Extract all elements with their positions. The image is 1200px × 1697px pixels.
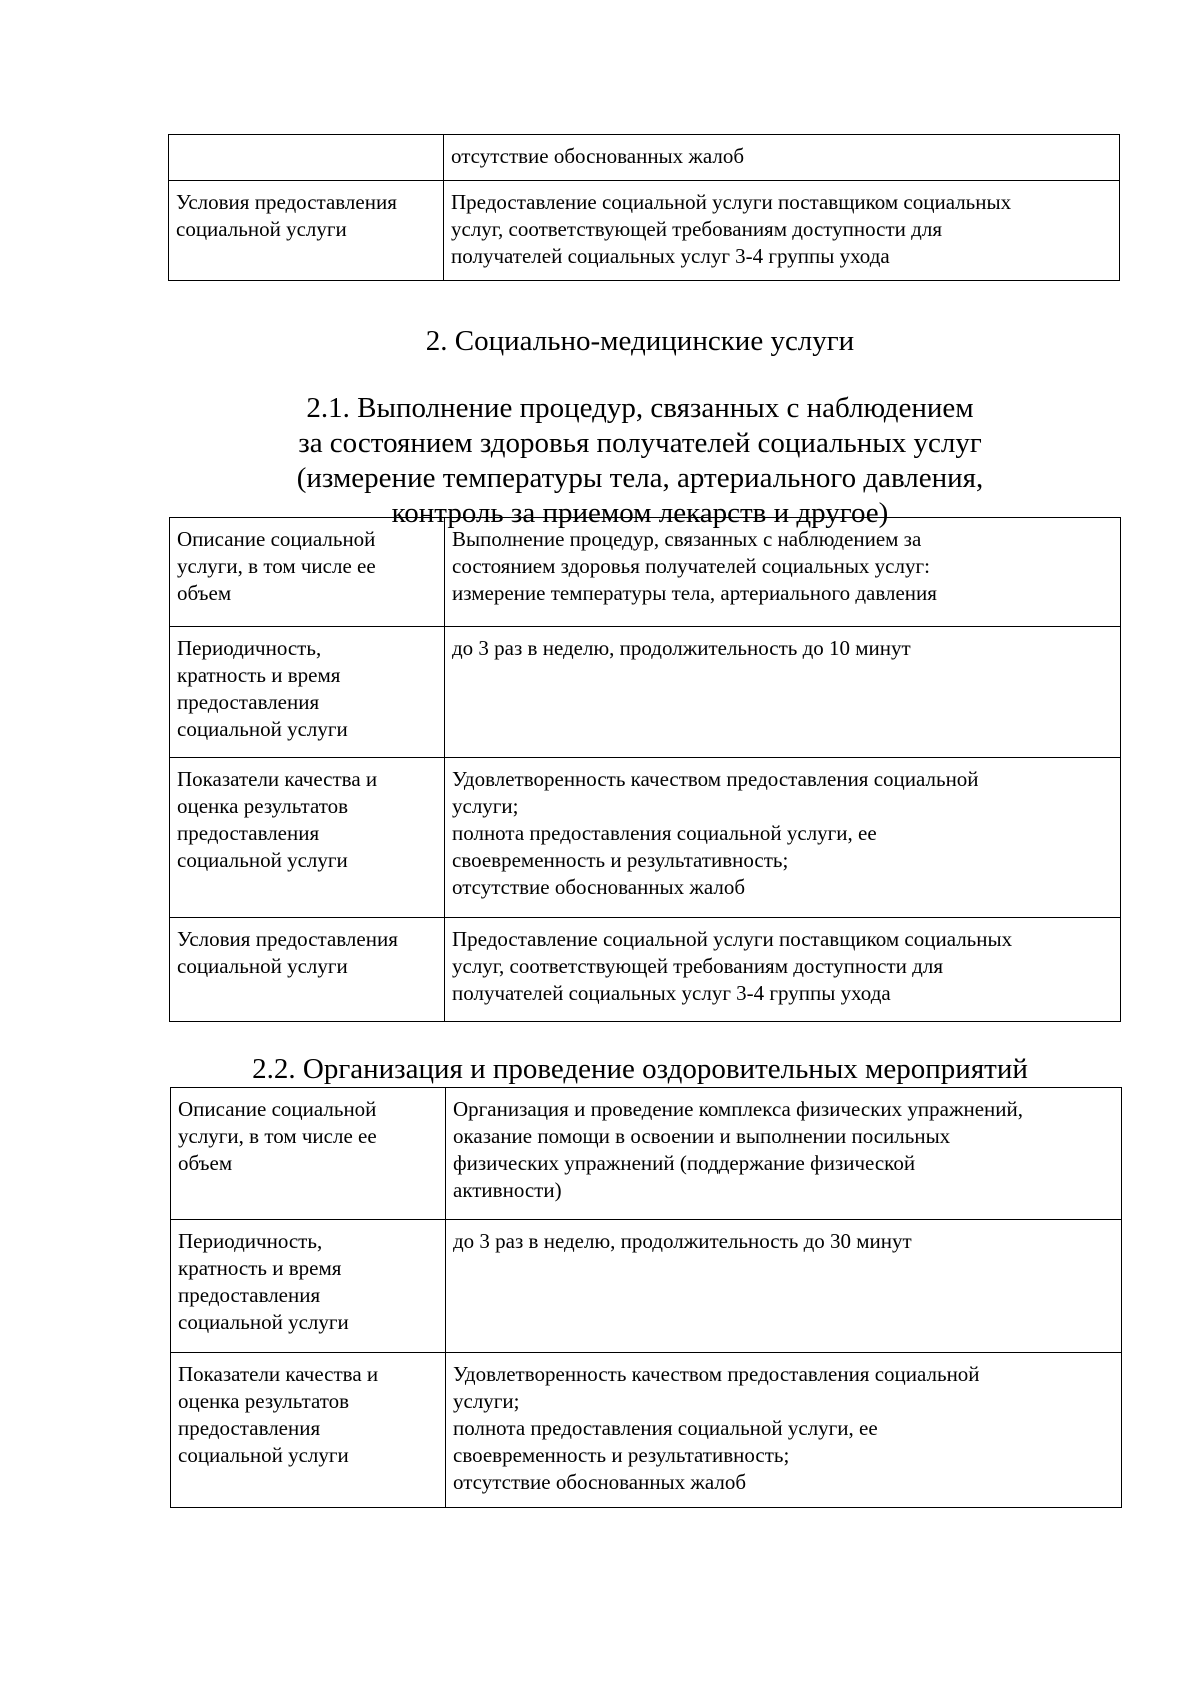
row-label: Периодичность, кратность и время предоставления социальной услуги bbox=[170, 627, 445, 758]
table-row bbox=[170, 758, 1121, 918]
row-label bbox=[169, 135, 444, 181]
row-label: Условия предоставления социальной услуги bbox=[170, 918, 445, 1022]
service-table-continued bbox=[168, 134, 1120, 281]
row-label: Показатели качества и оценка результатов предоставления социальной услуги bbox=[171, 1353, 446, 1508]
row-label: Описание социальной услуги, в том числе ее объем bbox=[171, 1088, 446, 1220]
subsection-title-2-1: 2.1. Выполнение процедур, связанных с наблюдением за состоянием здоровья получателей социальных услуг (измерение температуры тела, артериального давления, контроль за приемом лекарств и другое) bbox=[296, 392, 984, 529]
table-row bbox=[170, 518, 1121, 627]
row-value: Организация и проведение комплекса физических упражнений, оказание помощи в освоении и выполнении посильных физических упражнений (поддержание физической активности) bbox=[446, 1088, 1122, 1220]
table-row bbox=[171, 1353, 1122, 1508]
row-value: до 3 раз в неделю, продолжительность до 30 минут bbox=[446, 1220, 1122, 1353]
subsection-title-2-2: 2.2. Организация и проведение оздоровительных мероприятий bbox=[252, 1053, 1028, 1085]
service-table-2-1 bbox=[169, 517, 1121, 1022]
row-value: Выполнение процедур, связанных с наблюдением за состоянием здоровья получателей социальных услуг: измерение температуры тела, артериального давления bbox=[445, 518, 1121, 627]
table-row bbox=[170, 627, 1121, 758]
table-row bbox=[169, 181, 1120, 281]
row-value: Удовлетворенность качеством предоставления социальной услуги; полнота предоставления социальной услуги, ее своевременность и результативность; отсутствие обоснованных жалоб bbox=[446, 1353, 1122, 1508]
table-row bbox=[171, 1220, 1122, 1353]
table-row bbox=[171, 1088, 1122, 1220]
table-row bbox=[170, 918, 1121, 1022]
table-row bbox=[169, 135, 1120, 181]
row-label: Описание социальной услуги, в том числе ее объем bbox=[170, 518, 445, 627]
service-table-2-2 bbox=[170, 1087, 1122, 1508]
row-value: Предоставление социальной услуги поставщиком социальных услуг, соответствующей требованиям доступности для получателей социальных услуг 3-4 группы ухода bbox=[444, 181, 1120, 281]
row-value: до 3 раз в неделю, продолжительность до 10 минут bbox=[445, 627, 1121, 758]
row-value: Предоставление социальной услуги поставщиком социальных услуг, соответствующей требованиям доступности для получателей социальных услуг 3-4 группы ухода bbox=[445, 918, 1121, 1022]
row-label: Условия предоставления социальной услуги bbox=[169, 181, 444, 281]
row-value: отсутствие обоснованных жалоб bbox=[444, 135, 1120, 181]
row-label: Показатели качества и оценка результатов предоставления социальной услуги bbox=[170, 758, 445, 918]
section-title: 2. Социально-медицинские услуги bbox=[425, 325, 855, 357]
row-label: Периодичность, кратность и время предоставления социальной услуги bbox=[171, 1220, 446, 1353]
row-value: Удовлетворенность качеством предоставления социальной услуги; полнота предоставления социальной услуги, ее своевременность и результативность; отсутствие обоснованных жалоб bbox=[445, 758, 1121, 918]
